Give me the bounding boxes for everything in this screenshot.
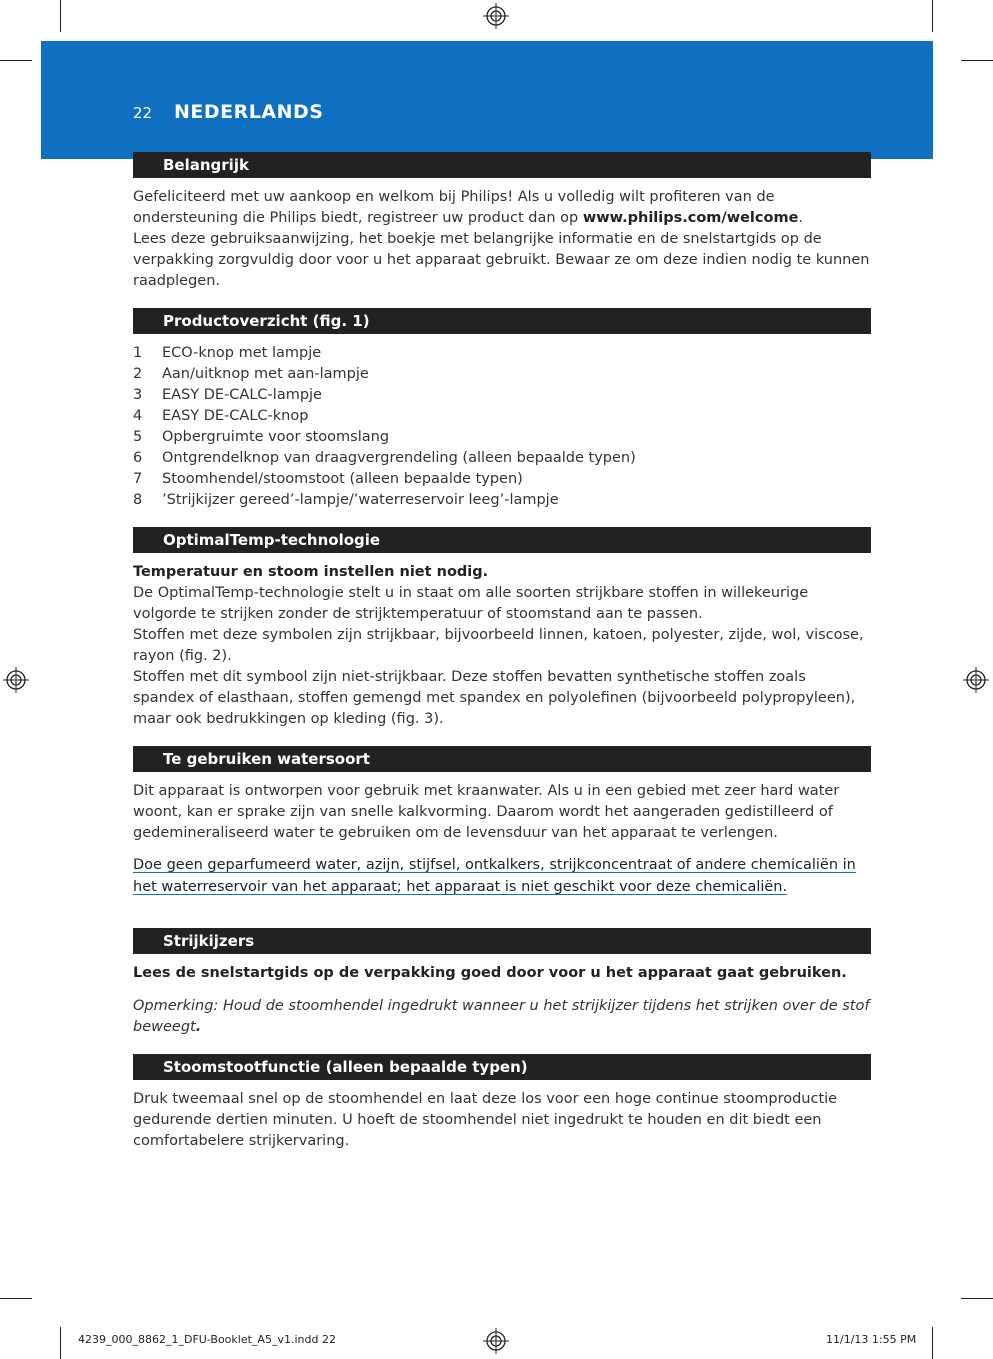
list-item [133,343,871,364]
important-paragraph-1 [133,187,871,229]
section-bar-burst: Stoomstootfunctie (alleen bepaalde typen) [133,1054,871,1080]
section-bar-irons: Strijkijzers [133,928,871,954]
optimaltemp-paragraph-1: De OptimalTemp-technologie stelt u in staat om alle soorten strijkbare stoffen in willekeurige volgorde te strijken zonder de strijktemperatuur of stoomstand aan te passen. [133,585,809,622]
water-warning: Doe geen geparfumeerd water, azijn, stijfsel, ontkalkers, strijkconcentraat of andere chemicaliën in het waterreservoir van het apparaat; het apparaat is niet geschikt voor deze chemicaliën. [133,857,856,895]
list-item-number: 5 [133,429,143,445]
list-item-text: ECO-knop met lampje [162,345,322,361]
header-band [41,41,933,159]
list-item-number: 2 [133,366,143,382]
list-item-text: Aan/uitknop met aan-lampje [162,366,369,382]
section-bar-water: Te gebruiken watersoort [133,746,871,772]
list-item-number: 3 [133,387,143,403]
list-item-text: EASY DE-CALC-knop [162,408,309,424]
text: Gefeliciteerd met uw aankoop en welkom bij Philips! Als u volledig wilt profiteren van de ondersteuning die Philips biedt, registreer uw product dan op [133,189,775,226]
product-overview-list [133,343,871,511]
page-content [133,152,871,1152]
language-title: NEDERLANDS [174,101,324,123]
important-paragraph-2: Lees deze gebruiksaanwijzing, het boekje met belangrijke informatie en de snelstartgids op de verpakking zorgvuldig door voor u het apparaat gebruikt. Bewaar ze om deze indien nodig te kunnen raadplegen. [133,231,870,289]
crop-mark [60,0,61,32]
footer-filename: 4239_000_8862_1_DFU-Booklet_A5_v1.indd 22 [78,1333,336,1346]
burst-paragraph-1: Druk tweemaal snel op de stoomhendel en laat deze los voor een hoge continue stoomproductie gedurende dertien minuten. U hoeft de stoomhendel niet ingedrukt te houden en dit biedt een comfortabelere strijkervaring. [133,1091,838,1149]
list-item [133,490,871,511]
crop-mark [932,0,933,32]
list-item-text: ’Strijkijzer gereed’-lampje/’waterreservoir leeg’-lampje [162,492,559,508]
list-item-text: Stoomhendel/stoomstoot (alleen bepaalde typen) [162,471,523,487]
optimaltemp-lead: Temperatuur en stoom instellen niet nodig. [133,564,489,580]
list-item [133,427,871,448]
list-item-text: Opbergruimte voor stoomslang [162,429,390,445]
footer-date: 11/1/13 1:55 PM [826,1333,917,1346]
list-item-number: 8 [133,492,143,508]
crop-mark [0,60,32,61]
list-item [133,448,871,469]
list-item [133,406,871,427]
list-item-text: EASY DE-CALC-lampje [162,387,322,403]
welcome-link[interactable]: www.philips.com/welcome [582,210,799,226]
crop-mark [0,1298,32,1299]
list-item-number: 7 [133,471,143,487]
registration-mark-icon [3,667,29,693]
text: . [798,210,804,226]
list-item [133,364,871,385]
irons-note [133,996,871,1038]
note-text: Opmerking: Houd de stoomhendel ingedrukt wanneer u het strijkijzer tijdens het strijken over de stof beweegt [133,998,870,1035]
section-bar-important: Belangrijk [133,152,871,178]
crop-mark [961,1298,993,1299]
optimaltemp-paragraph-2: Stoffen met deze symbolen zijn strijkbaar, bijvoorbeeld linnen, katoen, polyester, zijde, wol, viscose, rayon (fig. 2). [133,627,864,664]
water-paragraph-1: Dit apparaat is ontworpen voor gebruik met kraanwater. Als u in een gebied met zeer hard water woont, kan er sprake zijn van snelle kalkvorming. Daarom wordt het aangeraden gedistilleerd of gedemineraliseerd water te gebruiken om de levensduur van het apparaat te verlengen. [133,783,840,841]
registration-mark-icon [483,3,509,29]
section-bar-overview: Productoverzicht (fig. 1) [133,308,871,334]
registration-mark-icon [483,1328,509,1354]
note-end: . [195,1019,202,1035]
section-bar-optimaltemp: OptimalTemp-technologie [133,527,871,553]
crop-mark [60,1327,61,1359]
list-item-text: Ontgrendelknop van draagvergrendeling (alleen bepaalde typen) [162,450,636,466]
irons-lead: Lees de snelstartgids op de verpakking goed door voor u het apparaat gaat gebruiken. [133,965,847,981]
crop-mark [961,60,993,61]
list-item-number: 4 [133,408,143,424]
list-item [133,385,871,406]
optimaltemp-paragraph-3: Stoffen met dit symbool zijn niet-strijkbaar. Deze stoffen bevatten synthetische stoffen zoals spandex of elasthaan, stoffen gemengd met spandex en polyolefinen (bijvoorbeeld polypropyleen), maar ook bedrukkingen op kleding (fig. 3). [133,669,856,727]
list-item-number: 6 [133,450,143,466]
page-number: 22 [133,104,153,122]
list-item-number: 1 [133,345,143,361]
list-item [133,469,871,490]
crop-mark [932,1327,933,1359]
registration-mark-icon [963,667,989,693]
